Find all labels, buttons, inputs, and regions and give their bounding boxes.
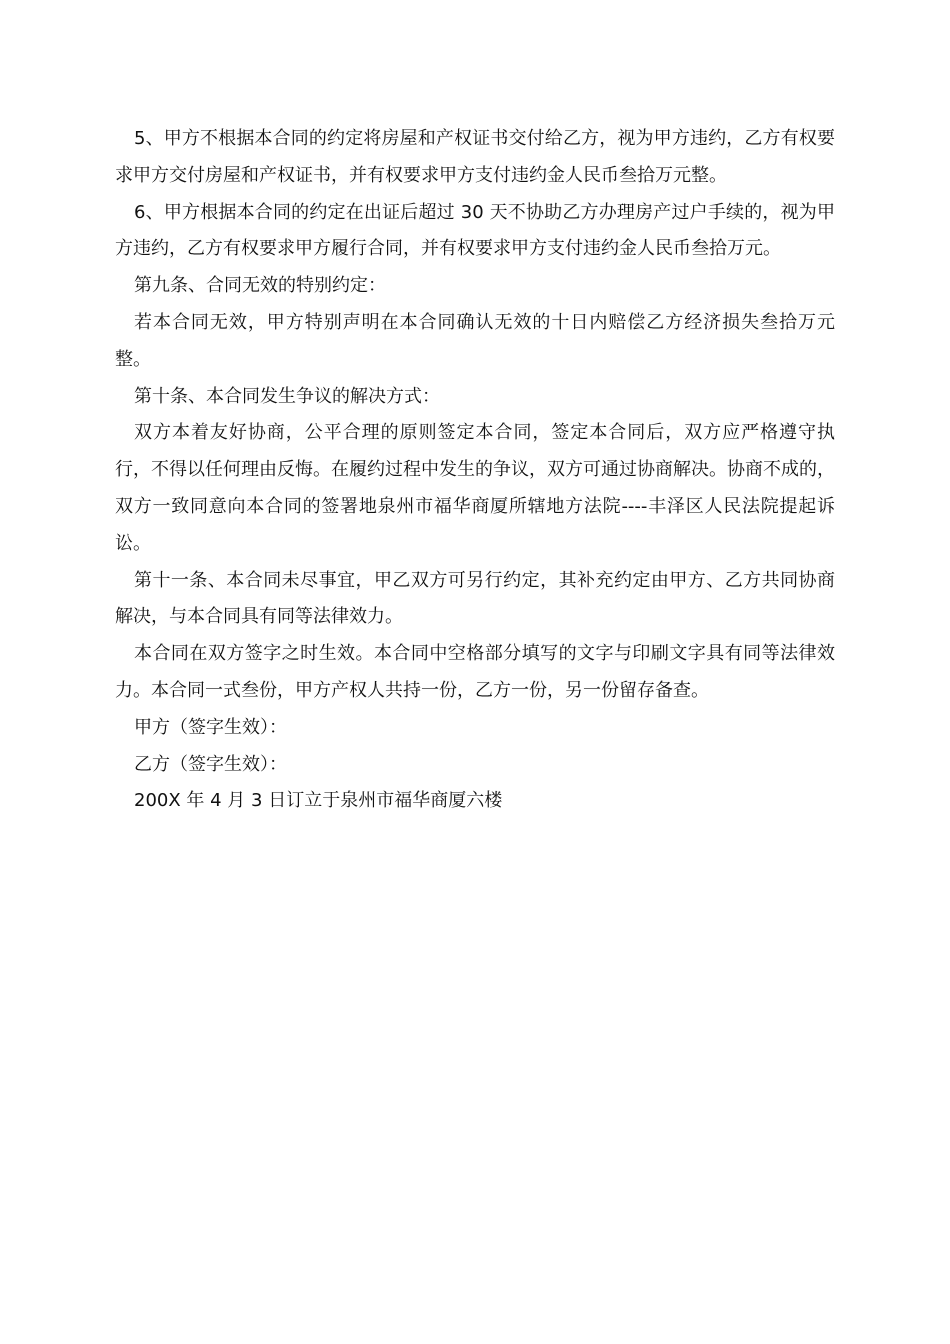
party-a-signature-line: 甲方（签字生效）：	[134, 716, 287, 738]
article-9-heading: 第九条、合同无效的特别约定：	[134, 275, 386, 297]
clause-6-paragraph: 6、甲方根据本合同的约定在出证后超过 30 天不协助乙方办理房产过户手续的，视为甲方违约，乙方有权要求甲方履行合同，并有权要求甲方支付违约金人民币叁拾万元。	[115, 201, 835, 260]
clause-5-paragraph: 5、甲方不根据本合同的约定将房屋和产权证书交付给乙方，视为甲方违约，乙方有权要求甲方交付房屋和产权证书，并有权要求甲方支付违约金人民币叁拾万元整。	[115, 128, 835, 186]
party-b-signature-line: 乙方（签字生效）：	[134, 753, 287, 775]
document-body	[115, 121, 835, 820]
article-11-paragraph: 第十一条、本合同未尽事宜，甲乙双方可另行约定，其补充约定由甲方、乙方共同协商解决，与本合同具有同等法律效力。	[115, 569, 835, 628]
article-9-paragraph: 若本合同无效，甲方特别声明在本合同确认无效的十日内赔偿乙方经济损失叁拾万元整。	[115, 311, 835, 370]
effectiveness-paragraph: 本合同在双方签字之时生效。本合同中空格部分填写的文字与印刷文字具有同等法律效力。本合同一式叁份，甲方产权人共持一份，乙方一份，另一份留存备查。	[115, 643, 835, 701]
article-10-heading: 第十条、本合同发生争议的解决方式：	[134, 385, 440, 407]
article-10-paragraph: 双方本着友好协商，公平合理的原则签定本合同，签定本合同后，双方应严格遵守执行，不得以任何理由反悔。在履约过程中发生的争议，双方可通过协商解决。协商不成的，双方一致同意向本合同的签署地泉州市福华商厦所辖地方法院----丰泽区人民法院提起诉讼。	[115, 422, 835, 554]
signing-date-line: 200X 年 4 月 3 日订立于泉州市福华商厦六楼	[134, 790, 503, 812]
